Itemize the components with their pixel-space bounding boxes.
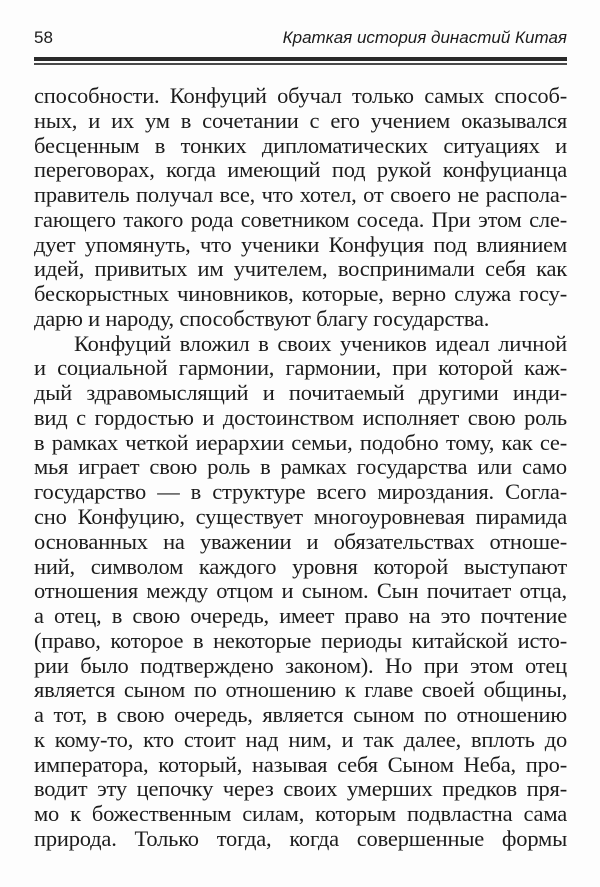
text-line: Конфуций вложил в своих учеников идеал личной	[74, 330, 567, 356]
text-line: бесценным в тонких дипломатических ситуациях и	[34, 132, 567, 158]
text-line: (право, которое в некоторые периоды китайской исто-	[34, 627, 567, 653]
text-line: и социальной гармонии, гармонии, при которой каж-	[34, 355, 567, 381]
body-text	[34, 84, 567, 852]
text-line: мо к божественным силам, которым подвластна сама	[34, 801, 567, 827]
text-line: переговорах, когда имеющий под рукой конфуцианца	[34, 157, 567, 183]
header-rule-thick	[34, 57, 567, 61]
running-header	[34, 28, 567, 52]
text-line: водит эту цепочку через своих умерших предков пря-	[34, 776, 567, 802]
text-line: природа. Только тогда, когда совершенные формы	[34, 825, 567, 851]
page-number: 58	[34, 28, 53, 47]
paragraph	[34, 84, 567, 332]
text-line: мья играет свою роль в рамках государства или само	[34, 454, 567, 480]
header-rule-thin	[34, 63, 567, 65]
running-title: Краткая история династий Китая	[282, 28, 567, 47]
text-line: государство — в структуре всего мироздания. Согла-	[34, 479, 567, 505]
text-line: вид с гордостью и достоинством исполняет свою роль	[34, 404, 567, 430]
text-line: сно Конфуцию, существует многоуровневая пирамида	[34, 504, 567, 530]
text-line: дый здравомыслящий и почитаемый другими инди-	[34, 380, 567, 406]
text-line: основанных на уважении и обязательствах отноше-	[34, 528, 567, 554]
text-line: правитель получал все, что хотел, от своего не распола-	[34, 182, 567, 208]
text-line: а отец, в свою очередь, имеет право на это почтение	[34, 603, 567, 629]
text-line: в рамках четкой иерархии семьи, подобно тому, как се-	[34, 429, 567, 455]
text-line: отношения между отцом и сыном. Сын почитает отца,	[34, 578, 567, 604]
text-line: бескорыстных чиновников, которые, верно служа госу-	[34, 281, 567, 307]
text-line: ний, символом каждого уровня которой выступают	[34, 553, 567, 579]
text-line: идей, привитых им учителем, воспринимали себя как	[34, 256, 567, 282]
paragraph	[34, 332, 567, 852]
text-line: дует упомянуть, что ученики Конфуция под влиянием	[34, 231, 567, 257]
text-line: способности. Конфуций обучал только самых способ-	[34, 83, 567, 108]
text-line: к кому-то, кто стоит над ним, и так далее, вплоть до	[34, 726, 567, 752]
text-line: гающего такого рода советником соседа. При этом сле-	[34, 206, 567, 232]
text-line: дарю и народу, способствуют благу государства.	[34, 305, 490, 331]
text-line: ных, и их ум в сочетании с его учением оказывался	[34, 107, 567, 133]
text-line: рии было подтверждено законом). Но при этом отец	[34, 652, 567, 678]
text-line: императора, который, называя себя Сыном Неба, про-	[34, 751, 567, 777]
text-line: является сыном по отношению к главе своей общины,	[34, 677, 567, 703]
text-line: а тот, в свою очередь, является сыном по отношению	[34, 702, 567, 728]
